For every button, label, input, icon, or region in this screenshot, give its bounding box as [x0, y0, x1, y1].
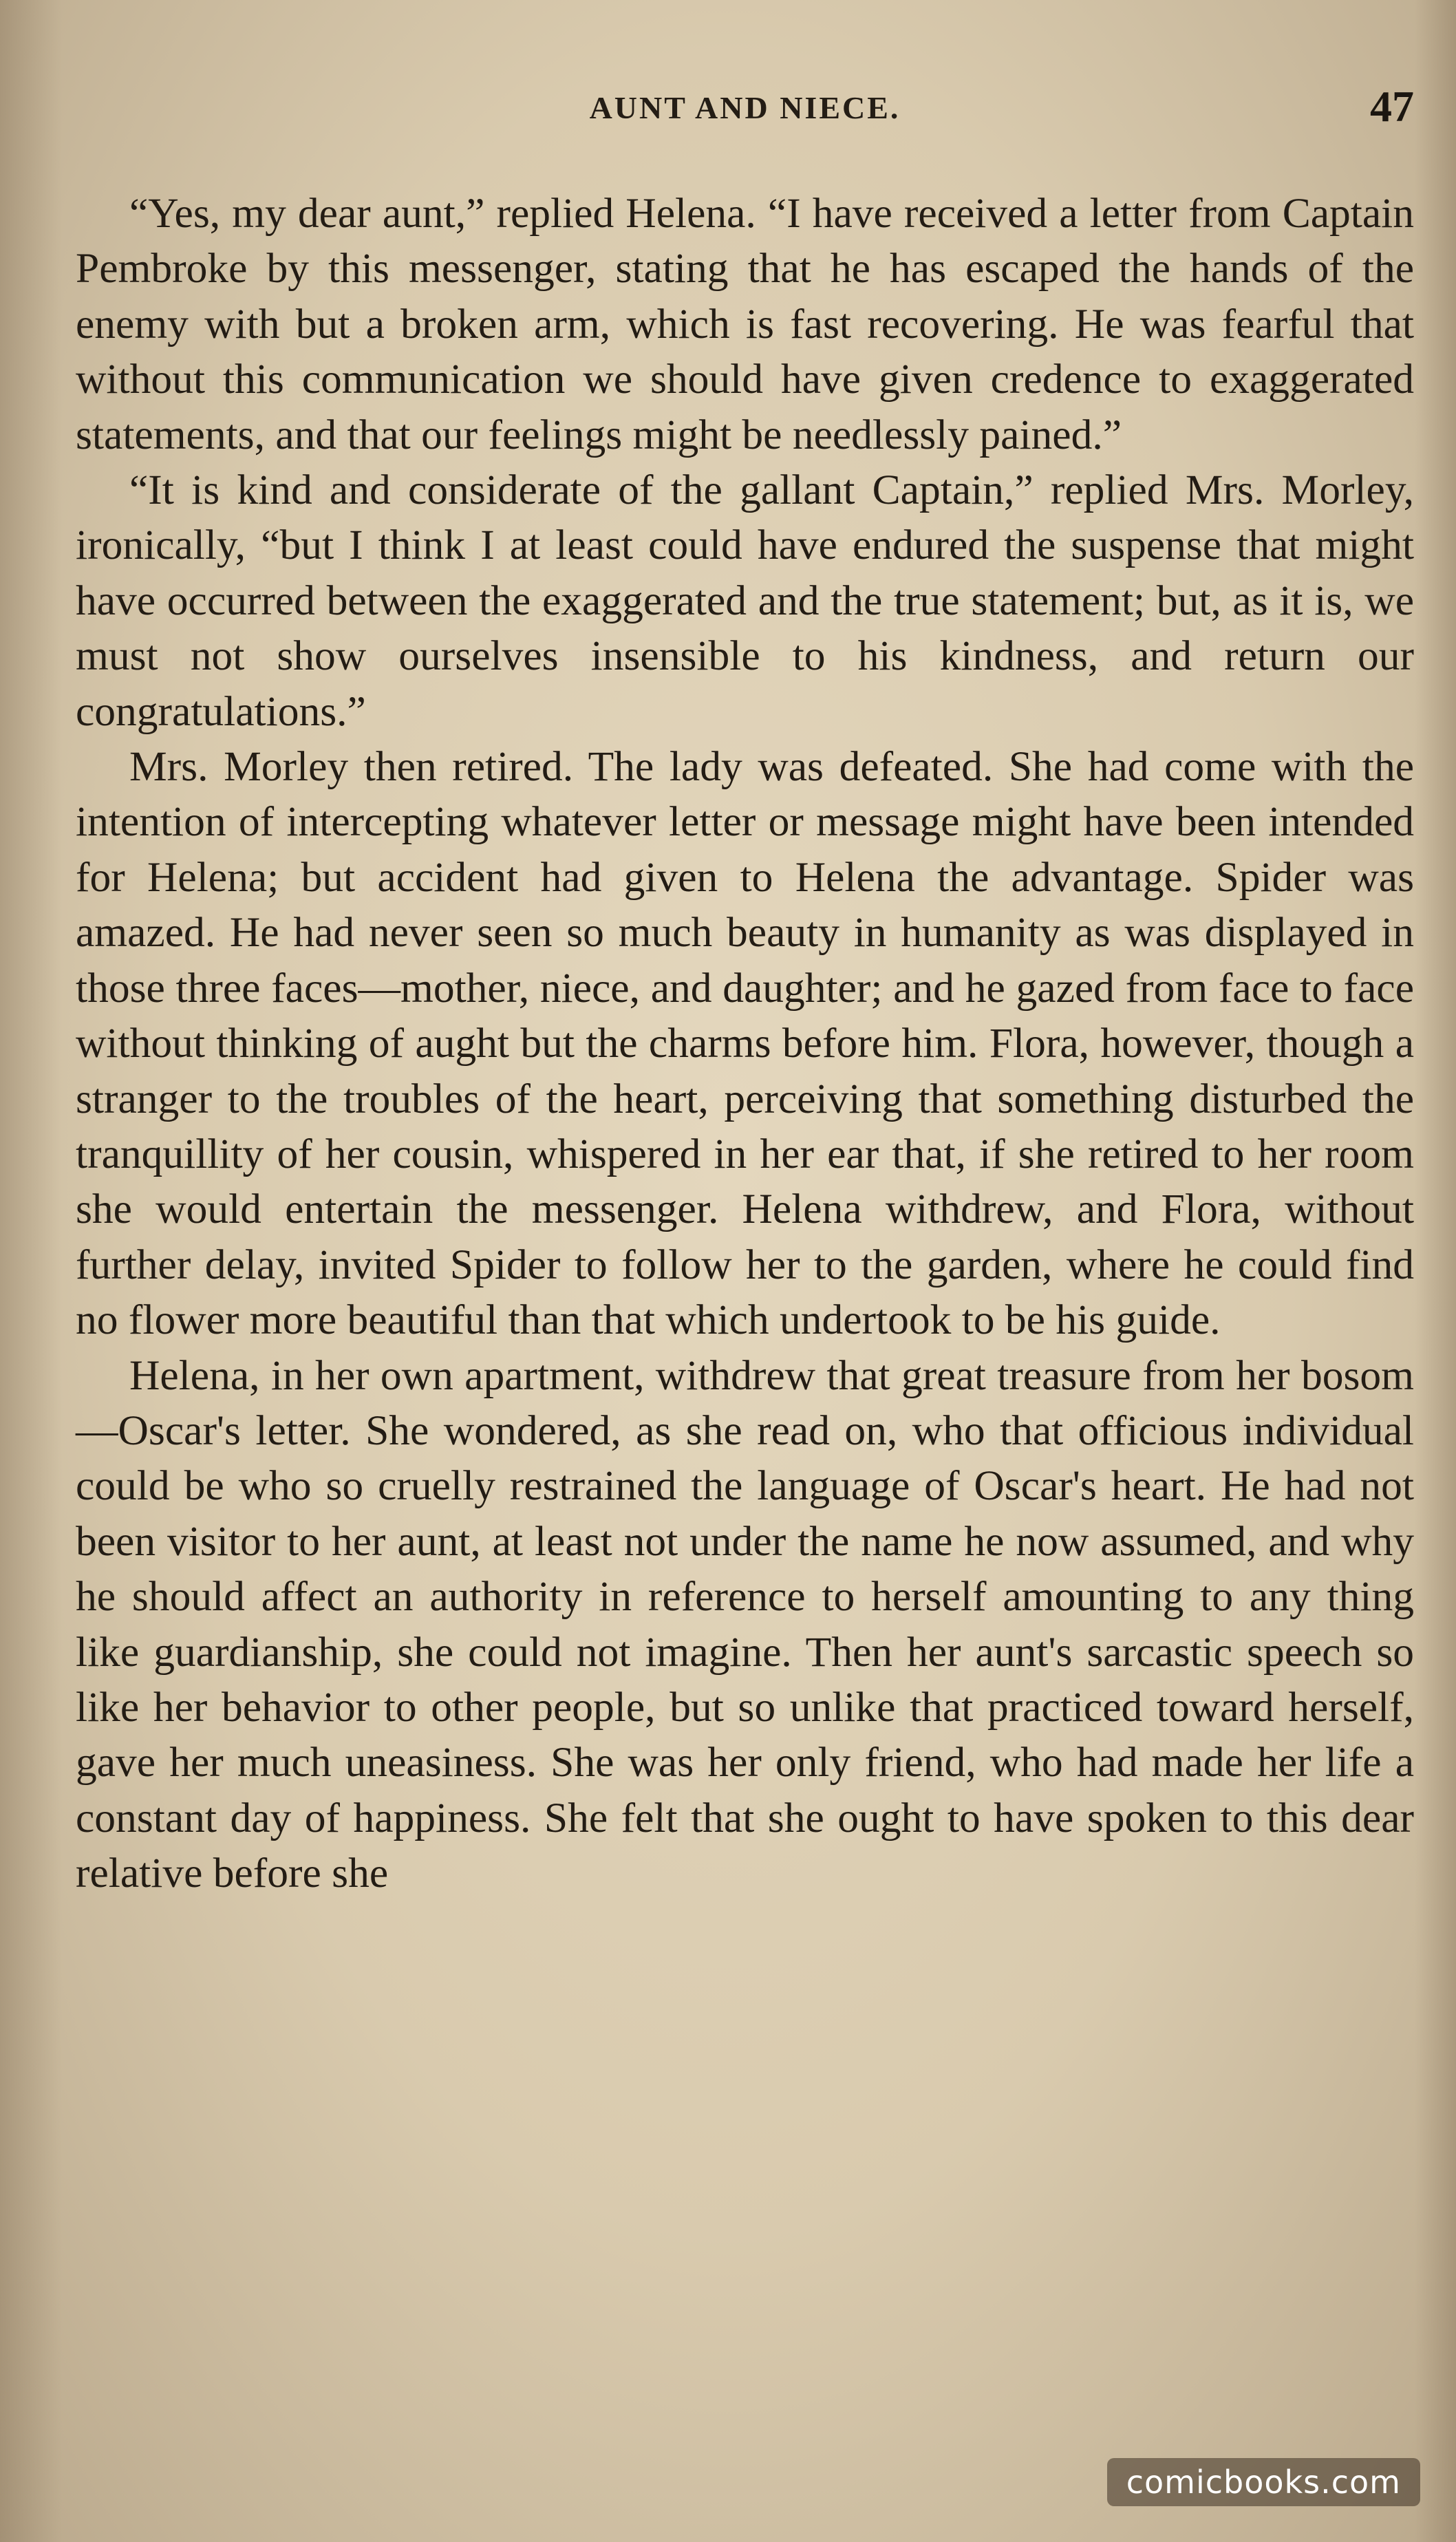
- paragraph: Mrs. Morley then retired. The lady was defeated. She had come with the intention of intercepting whatever letter or message might have been intended for Helena; but accident had given to Helena the advantage. Spider was amazed. He had never seen so much beauty in humanity as was displayed in those three faces—mother, niece, and daughter; and he gazed from face to face without thinking of aught but the charms before him. Flora, however, though a stranger to the troubles of the heart, perceiving that something disturbed the tranquillity of her cousin, whispered in her ear that, if she retired to her room she would entertain the messenger. Helena withdrew, and Flora, without further delay, invited Spider to follow her to the garden, where he could find no flower more beautiful than that which undertook to be his guide.: [76, 743, 1414, 1344]
- paragraph: Helena, in her own apartment, withdrew that great treasure from her bosom—Oscar's letter. She wondered, as she read on, who that officious individual could be who so cruelly restrained the language of Oscar's heart. He had not been visitor to her aunt, at least not under the name he now assumed, and why he should affect an authority in reference to herself amounting to any thing like guardianship, she could not imagine. Then her aunt's sarcastic speech so like her behavior to other people, but so unlike that practiced toward herself, gave her much uneasiness. She was her only friend, who had made her life a constant day of happiness. She felt that she ought to have spoken to this dear relative before she: [76, 1352, 1414, 1897]
- book-page: [76, 0, 1414, 2542]
- paragraph: “It is kind and considerate of the gallant Captain,” replied Mrs. Morley, ironically, “but I think I at least could have endured the suspense that might have occurred between the exaggerated and the true statement; but, as it is, we must not show ourselves insensible to his kindness, and return our congratulations.”: [76, 467, 1414, 735]
- watermark: comicbooks.com: [1107, 2458, 1420, 2506]
- page-header: [76, 81, 1414, 136]
- page-number: 47: [1370, 82, 1414, 131]
- paragraph: “Yes, my dear aunt,” replied Helena. “I have received a letter from Captain Pembroke by this messenger, stating that he has escaped the hands of the enemy with but a broken arm, which is fast recovering. He was fearful that without this communication we should have given credence to exaggerated statements, and that our feelings might be needlessly pained.”: [76, 190, 1414, 458]
- running-title: AUNT AND NIECE.: [589, 90, 901, 125]
- body-text: [76, 186, 1414, 1901]
- page-edge-shadow-right: [1415, 0, 1456, 2542]
- page-edge-shadow-left: [0, 0, 62, 2542]
